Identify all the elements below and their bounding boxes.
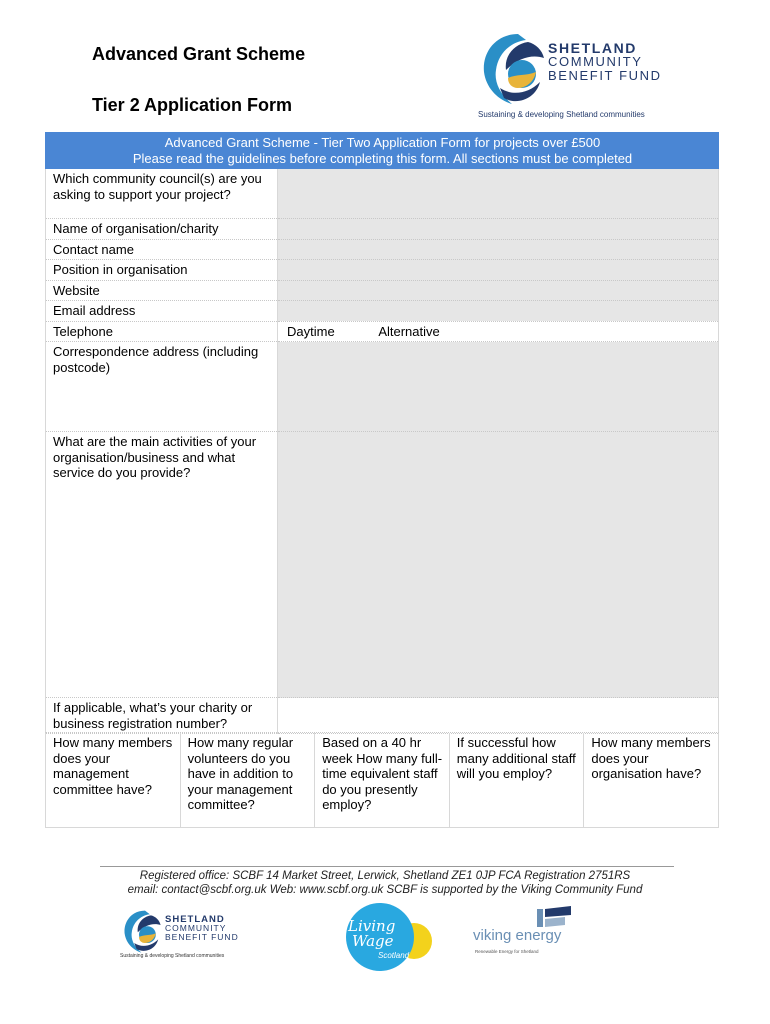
volunteers-question[interactable]: How many regular volunteers do you have in addition to your management committee? (181, 733, 316, 827)
living-wage-logo (338, 903, 438, 973)
address-field[interactable] (278, 342, 719, 432)
email-label: Email address (46, 301, 278, 322)
telephone-field[interactable] (278, 321, 719, 342)
fte-staff-question[interactable]: Based on a 40 hr week How many full-time equivalent staff do you presently employ? (315, 733, 450, 827)
committee-members-question[interactable]: How many members does your management committee have? (46, 733, 181, 827)
living-wage-line-3: Scotland (378, 951, 410, 960)
telephone-daytime-label: Daytime (287, 323, 335, 339)
footer-logo-line-3: BENEFIT FUND (165, 932, 239, 942)
logo-line-1: SHETLAND (548, 40, 638, 56)
contact-name-field[interactable] (278, 239, 719, 260)
logo-line-3: BENEFIT FUND (548, 68, 662, 83)
viking-energy-logo (473, 905, 583, 960)
activities-label: What are the main activities of your organisation/business and what service do you provide? (46, 432, 278, 698)
living-wage-line-2: Wage (352, 932, 394, 950)
email-field[interactable] (278, 301, 719, 322)
position-label: Position in organisation (46, 260, 278, 281)
staffing-questions (45, 732, 719, 828)
viking-energy-name: viking energy (473, 927, 562, 944)
page-subtitle: Tier 2 Application Form (92, 95, 293, 115)
viking-energy-tagline: Renewable Energy for Shetland (475, 949, 539, 954)
organisation-name-field[interactable] (278, 219, 719, 240)
footer-divider (100, 866, 674, 867)
address-label: Correspondence address (including postcode) (46, 342, 278, 432)
banner-line-2: Please read the guidelines before completing this form. All sections must be completed (132, 150, 633, 166)
contact-name-label: Contact name (46, 239, 278, 260)
telephone-label: Telephone (46, 321, 278, 342)
scbf-logo (478, 28, 678, 123)
form-banner (46, 133, 719, 169)
banner-line-1: Advanced Grant Scheme - Tier Two Application Form for projects over £500 (164, 135, 601, 150)
wave-globe-icon (120, 907, 164, 955)
organisation-name-label: Name of organisation/charity (46, 219, 278, 240)
telephone-alternative-label: Alternative (378, 323, 440, 339)
wave-globe-icon (478, 28, 548, 108)
footer-scbf-logo (120, 905, 240, 965)
page-title: Advanced Grant Scheme (92, 44, 306, 64)
activities-field[interactable] (278, 432, 719, 698)
registration-field[interactable] (278, 698, 719, 734)
website-label: Website (46, 280, 278, 301)
footer-contact: email: contact@scbf.org.uk Web: www.scbf.org.uk SCBF is supported by the Viking Community Fund (127, 884, 643, 896)
footer-logo-tagline: Sustaining & developing Shetland communities (120, 953, 225, 959)
living-wage-line-1: Living (348, 917, 396, 935)
application-form-table (45, 132, 719, 734)
registration-label: If applicable, what’s your charity or business registration number? (46, 698, 278, 734)
community-council-label: Which community council(s) are you asking to support your project? (46, 169, 278, 219)
footer-registered-office: Registered office: SCBF 14 Market Street, Lerwick, Shetland ZE1 0JP FCA Registration 2751RS (139, 870, 631, 882)
logo-tagline: Sustaining & developing Shetland communities (478, 110, 645, 119)
community-council-field[interactable] (278, 169, 719, 219)
footer-logo-line-1: SHETLAND (165, 914, 225, 925)
additional-staff-question[interactable]: If successful how many additional staff will you employ? (450, 733, 585, 827)
website-field[interactable] (278, 280, 719, 301)
logo-line-2: COMMUNITY (548, 54, 643, 69)
footer-logo-line-2: COMMUNITY (165, 923, 227, 933)
organisation-members-question[interactable]: How many members does your organisation have? (584, 733, 719, 827)
position-field[interactable] (278, 260, 719, 281)
